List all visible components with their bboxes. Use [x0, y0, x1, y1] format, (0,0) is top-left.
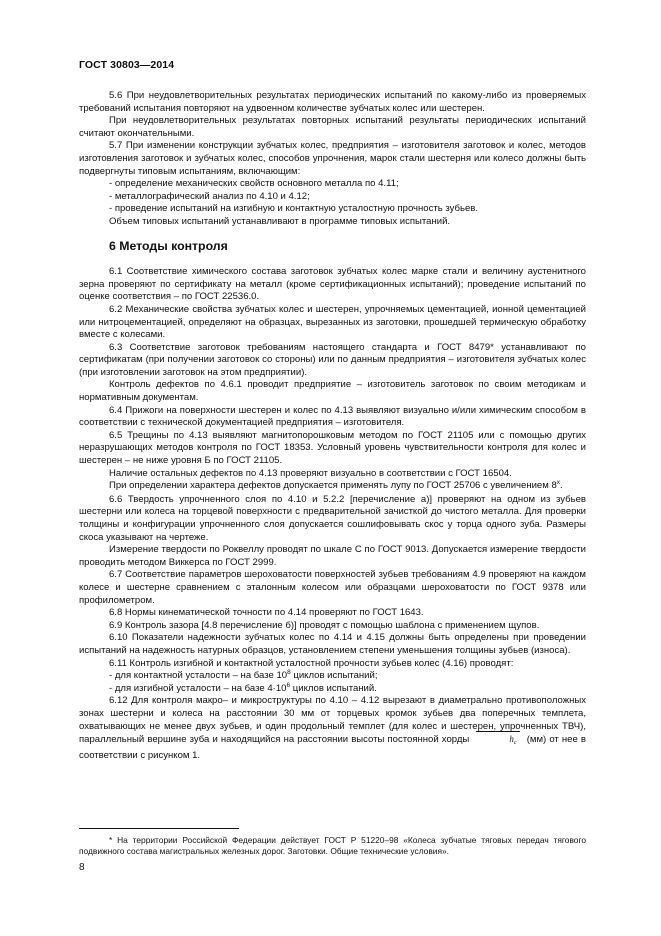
list-item	[79, 670, 586, 683]
superscript: 8	[287, 669, 291, 677]
clause-6-7: 6.7 Соответствие параметров шероховатости поверхностей зубьев требованиям 4.9 проверяют на каждом колесе и шестерне сравнением с эталонным колесом или образцами шероховатости по ГОСТ 9378 или профилометром.	[79, 569, 586, 606]
clause-6-10: 6.10 Показатели надежности зубчатых колес по 4.14 и 4.15 должны быть определены при проведении испытаний на надежность натурных образцов, установлением степени уменьшения толщины зубьев (износа).	[79, 632, 586, 656]
clause-6-5: 6.5 Трещины по 4.13 выявляют магнитопорошковым методом по ГОСТ 21105 или с помощью других неразрушающих методов контроля по ГОСТ 18353. Условный уровень чувствительности контроля для колес и шестерен – не ниже уровня Б по ГОСТ 21105.	[79, 429, 586, 467]
superscript: х	[556, 479, 561, 487]
symbol-letter: h	[509, 734, 514, 745]
clause-6-6: 6.6 Твердость упрочненного слоя по 4.10 и 5.2.2 [перечисление а)] проверяют на одном из зубьев шестерни или колеса на торцевой поверхности с предварительной зачисткой до чистого металла. Для проверки толщины и конфигурации упрочненного слоя допускается сошлифовывать скос у торца одного зуба. Размеры скоса указывают на чертеже.	[79, 493, 586, 543]
list-item: - металлографический анализ по 4.10 и 4.12;	[109, 190, 310, 202]
list-item: - определение механических свойств основного металла по 4.11;	[109, 178, 399, 190]
clause-text: циклов испытаний.	[290, 682, 377, 694]
clause-6-2: 6.2 Механические свойства зубчатых колес и шестерен, упрочняемых цементацией, ионной цементацией или нитроцементацией, определяют на образцах, вырезанных из заготовки, прошедшей термическую обработку вместе с колесами.	[79, 303, 586, 341]
clause-6-9: 6.9 Контроль зазора [4.8 перечисление б)] проводят с помощью шаблона с применением щупов.	[109, 619, 540, 631]
clause-6-5-magnifier	[79, 480, 586, 493]
clause-5-6: 5.6 При неудовлетворительных результатах периодических испытаний по какому-либо из проверяемых требований испытания повторяют на удвоенном количестве зубчатых колес или шестерен.	[79, 90, 586, 114]
clause-5-7: 5.7 При изменении конструкции зубчатых колес, предприятия – изготовителя заготовок и колес, методов изготовления заготовок и зубчатых колес, способов упрочнения, марок стали шестерня или колесо должны быть подвергнуты типовым испытаниям, включающим:	[79, 140, 586, 177]
section-heading: 6 Методы контроля	[109, 238, 228, 253]
document-body	[79, 90, 586, 762]
chord-height-symbol	[474, 733, 521, 750]
footnote-divider	[79, 828, 239, 829]
clause-6-11: 6.11 Контроль изгибной и контактной усталостной прочности зубьев колес (4.16) проводят:	[109, 657, 514, 669]
clause-6-6-continued: Измерение твердости по Роквеллу проводят по шкале С по ГОСТ 9013. Допускается измерение твердости проводить методом Виккерса по ГОСТ 2999.	[79, 544, 586, 568]
clause-6-12	[79, 695, 586, 762]
clause-text: .	[560, 480, 563, 492]
clause-text: - для контактной усталости – на базе 10	[109, 670, 288, 682]
page-number: 8	[79, 862, 85, 873]
clause-6-3: 6.3 Соответствие заготовок требованиям настоящего стандарта и ГОСТ 8479* устанавливают по сертификатам (при получении заготовок со стороны) или по данным предприятия – изготовителя зубчатых колес (при изготовлении заготовок на этом предприятии).	[79, 341, 586, 378]
clause-6-3-continued: Контроль дефектов по 4.6.1 проводит предприятие – изготовитель заготовок по своим методикам и нормативным документам.	[79, 379, 586, 404]
clause-6-4: 6.4 Прижоги на поверхности шестерен и колес по 4.13 выявляют визуально и/или химическим способом в соответствии с технической документацией предприятия – изготовителя.	[79, 404, 586, 429]
clause-5-7-end: Объем типовых испытаний устанавливают в программе типовых испытаний.	[109, 215, 451, 227]
clause-6-5-continued: Наличие остальных дефектов по 4.13 проверяют визуально в соответствии с ГОСТ 16504.	[109, 467, 512, 479]
clause-6-8: 6.8 Нормы кинематической точности по 4.14 проверяют по ГОСТ 1643.	[109, 607, 424, 619]
superscript: 6	[286, 681, 291, 689]
clause-text: - для изгибной усталости – на базе 4·10	[109, 682, 287, 694]
footnote: * На территории Российской Федерации действует ГОСТ Р 51220–98 «Колеса зубчатые тяговых передач тягового подвижного состава магистральных железных дорог. Заготовки. Общие технические условия».	[79, 835, 586, 856]
clause-text: (мм) от нее в соответствии с рисунком 1.	[79, 734, 586, 761]
symbol-subscript: c	[513, 740, 517, 747]
list-item: - проведение испытаний на изгибную и контактную усталостную прочность зубьев.	[109, 203, 478, 215]
clause-5-6-continued: При неудовлетворительных результатах повторных испытаний результаты периодических испытаний считают окончательными.	[79, 115, 586, 139]
clause-text: При определении характера дефектов допускается применять лупу по ГОСТ 25706 с увеличением 8	[109, 480, 557, 492]
list-item	[79, 683, 586, 696]
clause-6-1: 6.1 Соответствие химического состава заготовок зубчатых колес марке стали и величину аустенитного зерна проверяют по сертификату на металл (кроме сертификационных испытаний); проведение испытаний по оценке соответствия – по ГОСТ 22536.0.	[79, 266, 586, 303]
clause-text: циклов испытаний;	[290, 670, 378, 682]
clause-text: 6.12 Для контроля макро– и микроструктуры по 4.10 – 4.12 вырезают в диаметрально противоположных зонах шестерни и колеса на расстоянии 30 мм от торцевых кромок зубьев два поперечных темплета, охватывающих не менее двух зубьев, и один продольный темплет (для колес и шестерен, упрочненных ТВЧ), параллельный вершине зуба и находящийся на расстоянии высоты постоянной хорды	[79, 695, 586, 746]
standard-header: ГОСТ 30803—2014	[79, 59, 175, 71]
